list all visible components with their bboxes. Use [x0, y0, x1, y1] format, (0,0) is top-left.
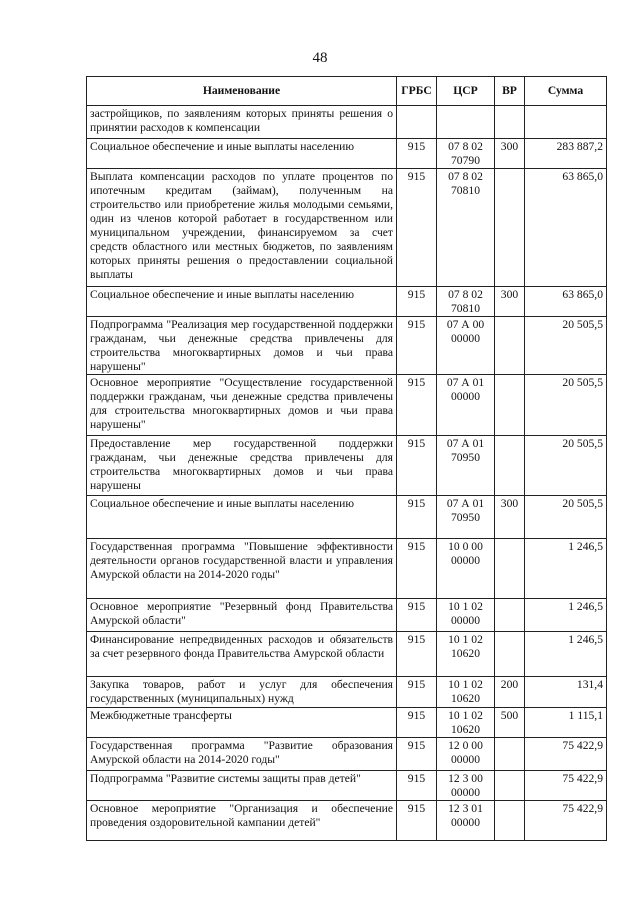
row-grbs: 915: [397, 708, 437, 738]
row-grbs: 915: [397, 738, 437, 771]
table-row: [87, 169, 607, 287]
row-grbs: 915: [397, 317, 437, 375]
row-grbs: 915: [397, 139, 437, 169]
row-sum: 75 422,9: [525, 771, 607, 801]
table-row: [87, 599, 607, 632]
row-csr: 07 8 02 70790: [437, 139, 495, 169]
row-name: Социальное обеспечение и иные выплаты населению: [87, 496, 397, 539]
row-name: Основное мероприятие "Организация и обеспечение проведения оздоровительной кампании детей": [87, 801, 397, 841]
header-name: Наименование: [87, 77, 397, 106]
row-grbs: 915: [397, 771, 437, 801]
row-vr: [495, 169, 525, 287]
row-vr: [495, 375, 525, 436]
row-vr: 200: [495, 677, 525, 708]
row-sum: 20 505,5: [525, 496, 607, 539]
row-grbs: 915: [397, 375, 437, 436]
row-name: Подпрограмма "Развитие системы защиты прав детей": [87, 771, 397, 801]
row-csr: 12 0 00 00000: [437, 738, 495, 771]
budget-table: [86, 76, 607, 841]
row-grbs: 915: [397, 287, 437, 317]
row-grbs: 915: [397, 436, 437, 496]
row-vr: [495, 317, 525, 375]
table-row: [87, 738, 607, 771]
row-vr: [495, 436, 525, 496]
row-vr: 300: [495, 496, 525, 539]
row-csr: 10 0 00 00000: [437, 539, 495, 599]
row-vr: [495, 738, 525, 771]
row-csr: 07 А 01 00000: [437, 375, 495, 436]
table-row: [87, 317, 607, 375]
row-grbs: 915: [397, 599, 437, 632]
row-name: Государственная программа "Развитие образования Амурской области на 2014-2020 годы": [87, 738, 397, 771]
table-row: [87, 106, 607, 139]
row-sum: 1 246,5: [525, 539, 607, 599]
row-csr: 10 1 02 10620: [437, 677, 495, 708]
row-name: Выплата компенсации расходов по уплате процентов по ипотечным кредитам (займам), полученным на строительство или приобретение жилья молодыми семьями, один из членов которой работает в государственном или муниципальном учреждении, финансируемом за счет средств областного или местных бюджетов, по заявлениям которых приняты решения о предоставлении социальной выплаты: [87, 169, 397, 287]
row-csr: 07 А 01 70950: [437, 496, 495, 539]
row-vr: 300: [495, 139, 525, 169]
row-grbs: [397, 106, 437, 139]
row-name: Основное мероприятие "Резервный фонд Правительства Амурской области": [87, 599, 397, 632]
row-name: Основное мероприятие "Осуществление государственной поддержки гражданам, чьи денежные средства привлечены для строительства многоквартирных домов и чьи права нарушены": [87, 375, 397, 436]
row-grbs: 915: [397, 677, 437, 708]
row-csr: 07 А 00 00000: [437, 317, 495, 375]
row-csr: 07 А 01 70950: [437, 436, 495, 496]
row-csr: 10 1 02 10620: [437, 632, 495, 677]
row-vr: [495, 106, 525, 139]
header-sum: Сумма: [525, 77, 607, 106]
row-name: Финансирование непредвиденных расходов и обязательств за счет резервного фонда Правительства Амурской области: [87, 632, 397, 677]
row-grbs: 915: [397, 539, 437, 599]
row-csr: 10 1 02 10620: [437, 708, 495, 738]
row-vr: [495, 539, 525, 599]
table-row: [87, 375, 607, 436]
row-sum: 131,4: [525, 677, 607, 708]
header-vr: ВР: [495, 77, 525, 106]
row-sum: 1 115,1: [525, 708, 607, 738]
row-sum: 75 422,9: [525, 801, 607, 841]
row-grbs: 915: [397, 496, 437, 539]
row-name: Государственная программа "Повышение эффективности деятельности органов государственной власти и управления Амурской области на 2014-2020 годы": [87, 539, 397, 599]
row-vr: [495, 771, 525, 801]
row-sum: 20 505,5: [525, 375, 607, 436]
row-sum: 283 887,2: [525, 139, 607, 169]
row-sum: 1 246,5: [525, 632, 607, 677]
header-grbs: ГРБС: [397, 77, 437, 106]
row-vr: [495, 801, 525, 841]
table-row: [87, 801, 607, 841]
header-row: [87, 77, 607, 106]
row-name: Социальное обеспечение и иные выплаты населению: [87, 139, 397, 169]
row-vr: 300: [495, 287, 525, 317]
table-row: [87, 677, 607, 708]
row-sum: 20 505,5: [525, 436, 607, 496]
row-sum: 1 246,5: [525, 599, 607, 632]
row-sum: 75 422,9: [525, 738, 607, 771]
table-row: [87, 287, 607, 317]
table-row: [87, 771, 607, 801]
row-grbs: 915: [397, 169, 437, 287]
row-name: застройщиков, по заявлениям которых приняты решения о принятии расходов к компенсации: [87, 106, 397, 139]
row-name: Предоставление мер государственной поддержки гражданам, чьи денежные средства привлечены для строительства многоквартирных домов и чьи права нарушены: [87, 436, 397, 496]
table-row: [87, 708, 607, 738]
row-csr: 12 3 00 00000: [437, 771, 495, 801]
table-row: [87, 496, 607, 539]
row-grbs: 915: [397, 801, 437, 841]
page-number: 48: [312, 50, 328, 66]
row-csr: 07 8 02 70810: [437, 169, 495, 287]
row-csr: 10 1 02 00000: [437, 599, 495, 632]
row-vr: [495, 632, 525, 677]
row-sum: 63 865,0: [525, 287, 607, 317]
row-name: Закупка товаров, работ и услуг для обеспечения государственных (муниципальных) нужд: [87, 677, 397, 708]
row-sum: 20 505,5: [525, 317, 607, 375]
row-sum: [525, 106, 607, 139]
row-csr: 07 8 02 70810: [437, 287, 495, 317]
row-csr: [437, 106, 495, 139]
row-name: Подпрограмма "Реализация мер государственной поддержки гражданам, чьи денежные средства привлечены для строительства многоквартирных домов и чьи права нарушены": [87, 317, 397, 375]
table-row: [87, 632, 607, 677]
row-csr: 12 3 01 00000: [437, 801, 495, 841]
row-name: Межбюджетные трансферты: [87, 708, 397, 738]
table-row: [87, 139, 607, 169]
row-grbs: 915: [397, 632, 437, 677]
row-sum: 63 865,0: [525, 169, 607, 287]
table-row: [87, 436, 607, 496]
table-row: [87, 539, 607, 599]
row-vr: 500: [495, 708, 525, 738]
row-vr: [495, 599, 525, 632]
row-name: Социальное обеспечение и иные выплаты населению: [87, 287, 397, 317]
header-csr: ЦСР: [437, 77, 495, 106]
